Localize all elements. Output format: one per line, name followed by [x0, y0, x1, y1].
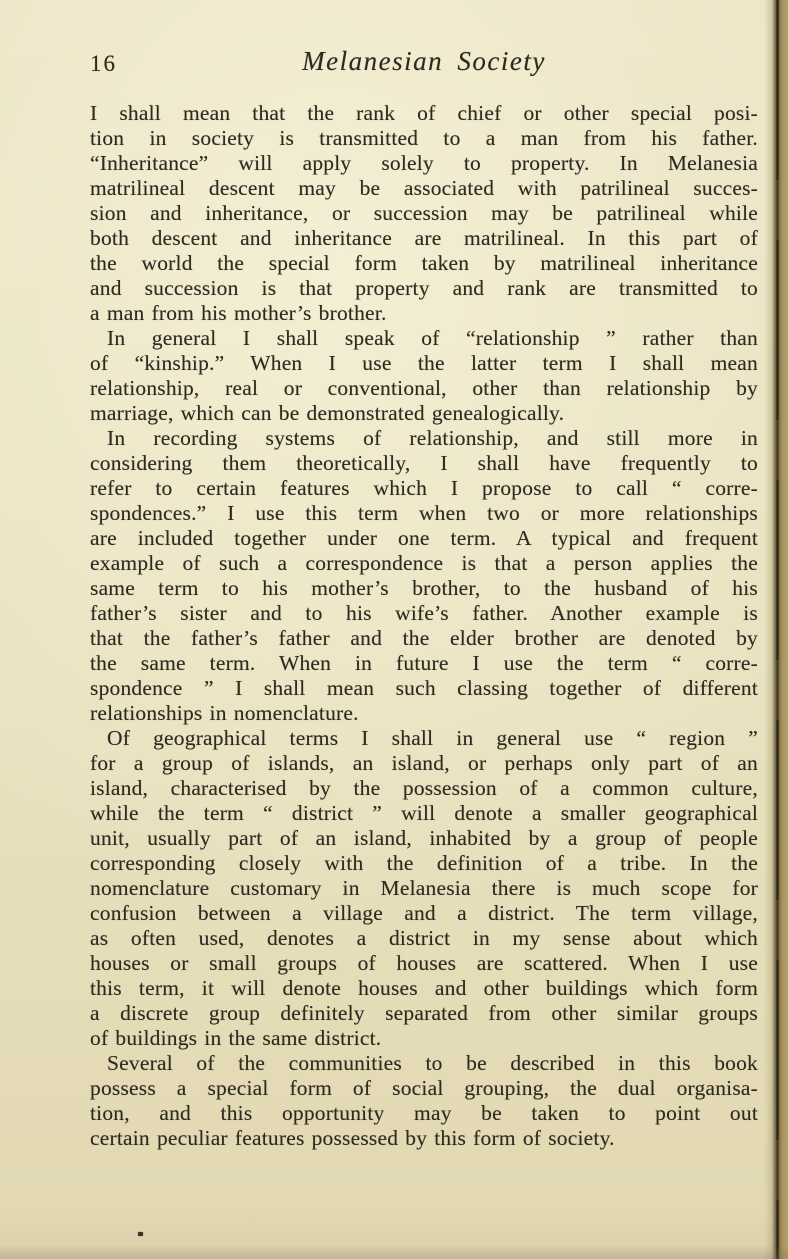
text-line: In general I shall speak of “relationship ” rather than — [107, 326, 758, 350]
text-line: houses or small groups of houses are scattered. When I use — [90, 951, 758, 975]
text-line: example of such a correspondence is that a person applies the — [90, 551, 758, 575]
text-line: that the father’s father and the elder brother are denoted by — [90, 626, 758, 650]
text-line: nomenclature customary in Melanesia there is much scope for — [90, 876, 758, 900]
text-line: spondence ” I shall mean such classing together of different — [90, 676, 758, 700]
text-line: sion and inheritance, or succession may be patrilineal while — [90, 201, 758, 225]
text-line: spondences.” I use this term when two or more relationships — [90, 501, 758, 525]
ink-speck — [138, 1232, 143, 1236]
text-line: matrilineal descent may be associated with patrilineal succes- — [90, 176, 758, 200]
text-line: father’s sister and to his wife’s father. Another example is — [90, 601, 758, 625]
text-line: and succession is that property and rank are transmitted to — [90, 276, 758, 300]
text-line: a discrete group definitely separated from other similar groups — [90, 1001, 758, 1025]
text-line: same term to his mother’s brother, to the husband of his — [90, 576, 758, 600]
text-line: for a group of islands, an island, or perhaps only part of an — [90, 751, 758, 775]
text-line: refer to certain features which I propose to call “ corre- — [90, 476, 758, 500]
text-block — [90, 101, 758, 1151]
running-title: Melanesian Society — [302, 46, 546, 76]
text-line: I shall mean that the rank of chief or other special posi- — [90, 101, 758, 125]
text-line: possess a special form of social grouping, the dual organisa- — [90, 1076, 758, 1100]
text-line: certain peculiar features possessed by this form of society. — [90, 1126, 615, 1150]
text-line: are included together under one term. A typical and frequent — [90, 526, 758, 550]
text-line: the same term. When in future I use the term “ corre- — [90, 651, 758, 675]
text-line: as often used, denotes a district in my sense about which — [90, 926, 758, 950]
text-line: the world the special form taken by matrilineal inheritance — [90, 251, 758, 275]
page-number: 16 — [90, 51, 117, 76]
text-line: marriage, which can be demonstrated genealogically. — [90, 401, 565, 425]
bottom-shadow — [0, 1245, 788, 1259]
text-line: this term, it will denote houses and other buildings which form — [90, 976, 758, 1000]
text-line: “Inheritance” will apply solely to property. In Melanesia — [90, 151, 758, 175]
text-line: of buildings in the same district. — [90, 1026, 382, 1050]
text-line: island, characterised by the possession of a common culture, — [90, 776, 758, 800]
text-line: confusion between a village and a district. The term village, — [90, 901, 758, 925]
text-line: relationships in nomenclature. — [90, 701, 359, 725]
book-page-edge — [764, 0, 788, 1259]
text-line: unit, usually part of an island, inhabited by a group of people — [90, 826, 758, 850]
text-line: relationship, real or conventional, other than relationship by — [90, 376, 758, 400]
text-line: both descent and inheritance are matrilineal. In this part of — [90, 226, 758, 250]
text-line: tion, and this opportunity may be taken to point out — [90, 1101, 758, 1125]
text-line: a man from his mother’s brother. — [90, 301, 387, 325]
text-line: considering them theoretically, I shall have frequently to — [90, 451, 758, 475]
text-line: corresponding closely with the definition of a tribe. In the — [90, 851, 758, 875]
text-line: In recording systems of relationship, and still more in — [107, 426, 758, 450]
text-line: Several of the communities to be described in this book — [107, 1051, 758, 1075]
text-line: while the term “ district ” will denote a smaller geographical — [90, 801, 758, 825]
text-line: tion in society is transmitted to a man from his father. — [90, 126, 758, 150]
text-line: Of geographical terms I shall in general use “ region ” — [107, 726, 758, 750]
text-line: of “kinship.” When I use the latter term I shall mean — [90, 351, 758, 375]
